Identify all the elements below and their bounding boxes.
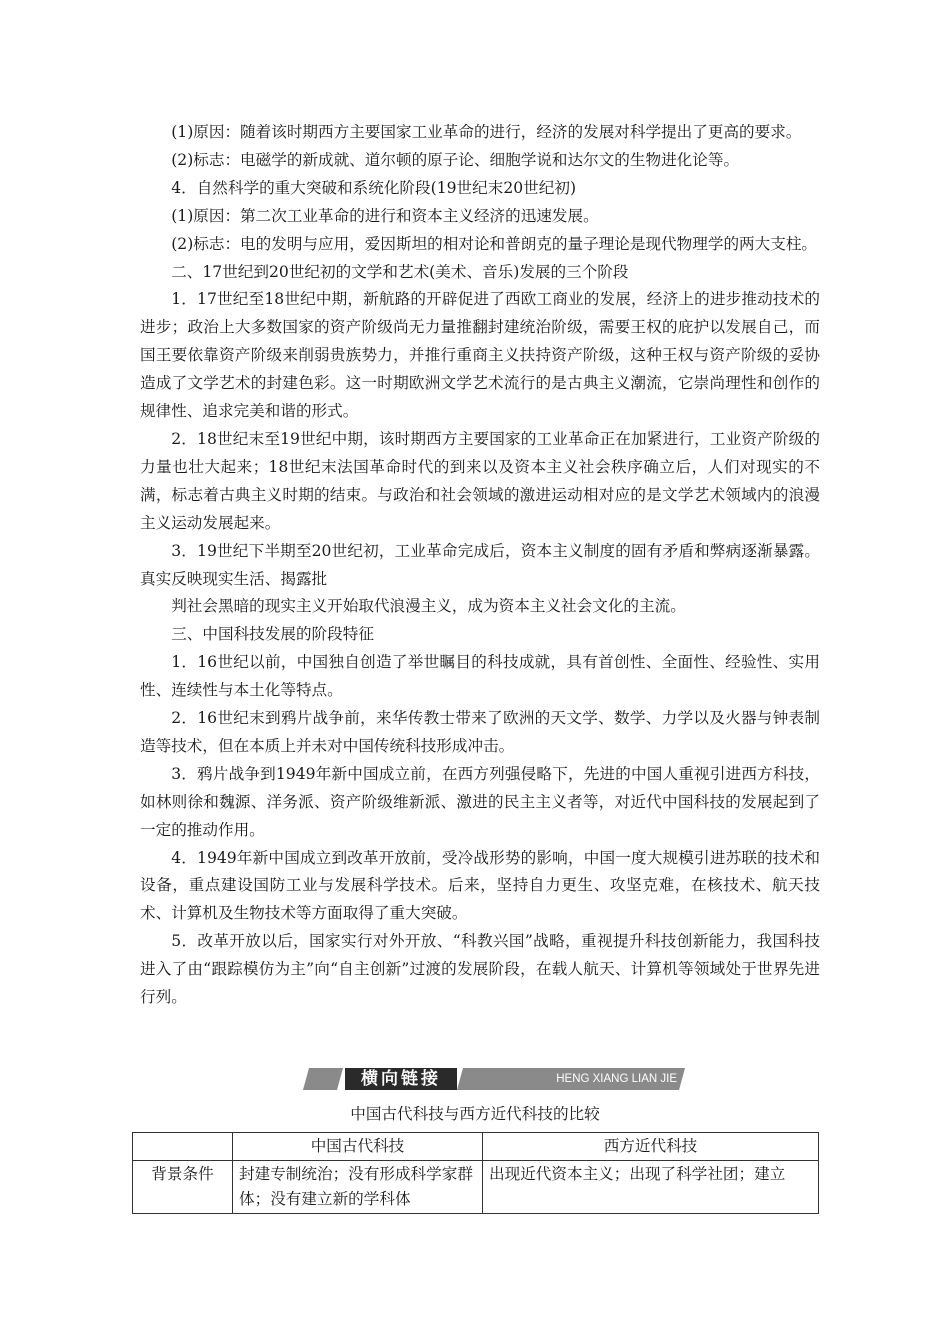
banner-title: 横向链接 bbox=[361, 1069, 441, 1089]
table-header-row bbox=[133, 1133, 819, 1161]
comparison-table bbox=[132, 1132, 819, 1214]
paragraph: 4．1949年新中国成立到改革开放前，受冷战形势的影响，中国一度大规模引进苏联的技术和设备，重点建设国防工业与发展科学技术。后来，坚持自力更生、攻坚克难，在核技术、航天技术、计算机及生物技术等方面取得了重大突破。 bbox=[140, 848, 820, 923]
paragraph: 判社会黑暗的现实主义开始取代浪漫主义，成为资本主义社会文化的主流。 bbox=[171, 597, 686, 616]
section-heading: 三、中国科技发展的阶段特征 bbox=[171, 625, 374, 644]
table-row-label: 背景条件 bbox=[133, 1161, 233, 1214]
table-row bbox=[133, 1161, 819, 1214]
paragraph: 4．自然科学的重大突破和系统化阶段(19世纪末20世纪初) bbox=[171, 178, 577, 197]
paragraph: 3．鸦片战争到1949年新中国成立前，在西方列强侵略下，先进的中国人重视引进西方科技，如林则徐和魏源、洋务派、资产阶级维新派、激进的民主主义者等，对近代中国科技的发展起到了一定的推动作用。 bbox=[140, 764, 820, 839]
section-banner bbox=[303, 1068, 685, 1090]
table-caption: 中国古代科技与西方近代科技的比较 bbox=[350, 1105, 600, 1123]
paragraph: (1)原因：第二次工业革命的进行和资本主义经济的迅速发展。 bbox=[171, 206, 599, 225]
paragraph: 1．17世纪至18世纪中期，新航路的开辟促进了西欧工商业的发展，经济上的进步推动技术的进步；政治上大多数国家的资产阶级尚无力量推翻封建统治阶级，需要王权的庇护以发展自己，而国王要依靠资产阶级来削弱贵族势力，并推行重商主义扶持资产阶级，这种王权与资产阶级的妥协造成了文学艺术的封建色彩。这一时期欧洲文学艺术流行的是古典主义潮流，它崇尚理性和创作的规律性、追求完美和谐的形式。 bbox=[140, 290, 820, 421]
paragraph: (2)标志：电磁学的新成就、道尔顿的原子论、细胞学说和达尔文的生物进化论等。 bbox=[171, 150, 740, 169]
table-header-cell: 中国古代科技 bbox=[233, 1133, 483, 1161]
body-text bbox=[140, 119, 820, 1012]
paragraph: 3．19世纪下半期至20世纪初，工业革命完成后，资本主义制度的固有矛盾和弊病逐渐暴露。真实反映现实生活、揭露批 bbox=[140, 541, 820, 588]
table-cell: 封建专制统治；没有形成科学家群体；没有建立新的学科体 bbox=[233, 1161, 483, 1214]
paragraph: (2)标志：电的发明与应用，爱因斯坦的相对论和普朗克的量子理论是现代物理学的两大支柱。 bbox=[171, 234, 818, 253]
table-header-cell bbox=[133, 1133, 233, 1161]
paragraph: 2．18世纪末至19世纪中期，该时期西方主要国家的工业革命正在加紧进行，工业资产阶级的力量也壮大起来；18世纪末法国革命时代的到来以及资本主义社会秩序确立后，人们对现实的不满，标志着古典主义时期的结束。与政治和社会领域的激进运动相对应的是文学艺术领域内的浪漫主义运动发展起来。 bbox=[140, 429, 820, 532]
banner-subtitle: HENG XIANG LIAN JIE bbox=[556, 1073, 677, 1085]
paragraph: 5．改革开放以后，国家实行对外开放、“科教兴国”战略，重视提升科技创新能力，我国科技进入了由“跟踪模仿为主”向“自主创新”过渡的发展阶段，在载人航天、计算机等领域处于世界先进行列。 bbox=[140, 932, 820, 1007]
paragraph: 1．16世纪以前，中国独自创造了举世瞩目的科技成就，具有首创性、全面性、经验性、实用性、连续性与本土化等特点。 bbox=[140, 653, 820, 700]
paragraph: (1)原因：随着该时期西方主要国家工业革命的进行，经济的发展对科学提出了更高的要求。 bbox=[171, 123, 802, 141]
paragraph: 2．16世纪末到鸦片战争前，来华传教士带来了欧洲的天文学、数学、力学以及火器与钟表制造等技术，但在本质上并未对中国传统科技形成冲击。 bbox=[140, 709, 820, 755]
section-heading: 二、17世纪到20世纪初的文学和艺术(美术、音乐)发展的三个阶段 bbox=[171, 262, 629, 281]
table-cell: 出现近代资本主义；出现了科学社团；建立 bbox=[483, 1161, 819, 1214]
table-header-cell: 西方近代科技 bbox=[483, 1133, 819, 1161]
